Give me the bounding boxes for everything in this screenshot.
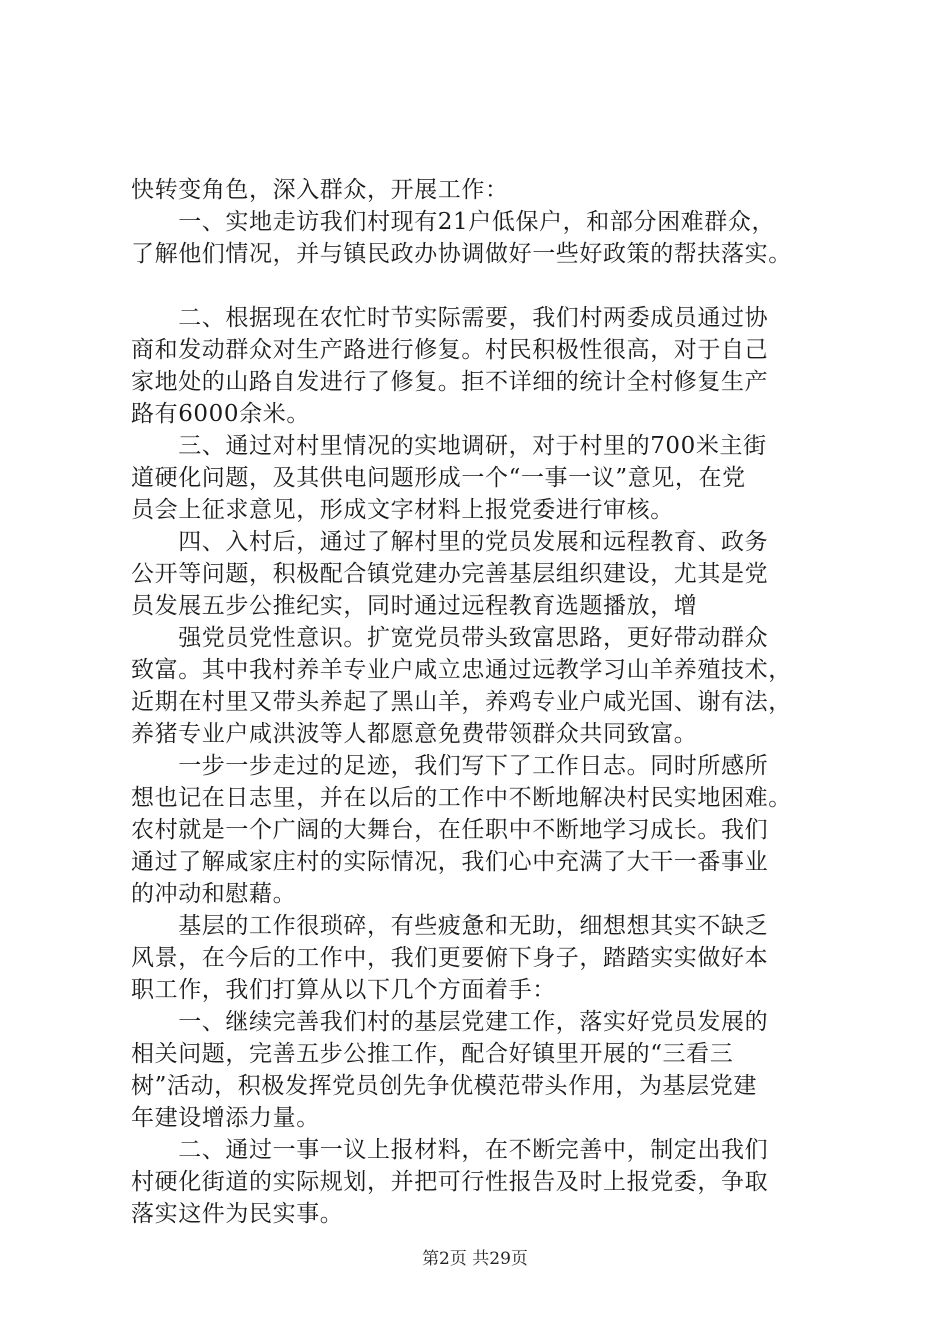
text-line: 的冲动和慰藉。: [131, 881, 297, 907]
text-line: 路有6000余米。: [131, 401, 310, 427]
document-body: [131, 174, 851, 1230]
text-line: 了解他们情况，并与镇民政办协调做好一些好政策的帮扶落实。: [131, 241, 792, 267]
text-line: 通过了解咸家庄村的实际情况，我们心中充满了大干一番事业: [131, 849, 769, 875]
text-line: 二、通过一事一议上报材料，在不断完善中，制定出我们: [131, 1137, 769, 1163]
text-line: 强党员党性意识。扩宽党员带头致富思路，更好带动群众: [131, 625, 769, 651]
text-line: 家地处的山路自发进行了修复。拒不详细的统计全村修复生产: [131, 369, 769, 395]
text-line: 风景，在今后的工作中，我们更要俯下身子，踏踏实实做好本: [131, 945, 769, 971]
blank-line: [131, 270, 851, 302]
text-line: 道硬化问题，及其供电问题形成一个“一事一议”意见，在党: [131, 465, 746, 491]
text-line: 相关问题，完善五步公推工作，配合好镇里开展的“三看三: [131, 1041, 734, 1067]
text-line: 近期在村里又带头养起了黑山羊，养鸡专业户咸光国、谢有法，: [131, 689, 792, 715]
text-line: 员发展五步公推纪实，同时通过远程教育选题播放，增: [131, 593, 698, 619]
text-line: 村硬化街道的实际规划，并把可行性报告及时上报党委，争取: [131, 1169, 769, 1195]
text-line: 三、通过对村里情况的实地调研，对于村里的700米主街: [131, 433, 767, 459]
text-line: 快转变角色，深入群众，开展工作：: [131, 177, 509, 203]
text-line: 员会上征求意见，形成文字材料上报党委进行审核。: [131, 497, 674, 523]
text-line: 想也记在日志里，并在以后的工作中不断地解决村民实地困难。: [131, 785, 792, 811]
text-line: 职工作，我们打算从以下几个方面着手：: [131, 977, 556, 1003]
text-line: 商和发动群众对生产路进行修复。村民积极性很高，对于自己: [131, 337, 769, 363]
text-line: 养猪专业户咸洪波等人都愿意免费带领群众共同致富。: [131, 721, 698, 747]
text-line: 落实这件为民实事。: [131, 1201, 344, 1227]
text-line: 树”活动，积极发挥党员创先争优模范带头作用，为基层党建: [131, 1073, 757, 1099]
page-number-footer: 第2页 共29页: [422, 1249, 528, 1269]
text-line: 一、继续完善我们村的基层党建工作，落实好党员发展的: [131, 1009, 769, 1035]
text-line: 公开等问题，积极配合镇党建办完善基层组织建设，尤其是党: [131, 561, 769, 587]
text-line: 四、入村后，通过了解村里的党员发展和远程教育、政务: [131, 529, 769, 555]
text-line: 二、根据现在农忙时节实际需要，我们村两委成员通过协: [131, 305, 769, 331]
text-line: 一、实地走访我们村现有21户低保户，和部分困难群众，: [131, 209, 776, 235]
text-line: 农村就是一个广阔的大舞台，在任职中不断地学习成长。我们: [131, 817, 769, 843]
text-line: 一步一步走过的足迹，我们写下了工作日志。同时所感所: [131, 753, 769, 779]
text-line: 年建设增添力量。: [131, 1105, 320, 1131]
text-line: 基层的工作很琐碎，有些疲惫和无助，细想想其实不缺乏: [131, 913, 769, 939]
text-line: 致富。其中我村养羊专业户咸立忠通过远教学习山羊养殖技术，: [131, 657, 792, 683]
